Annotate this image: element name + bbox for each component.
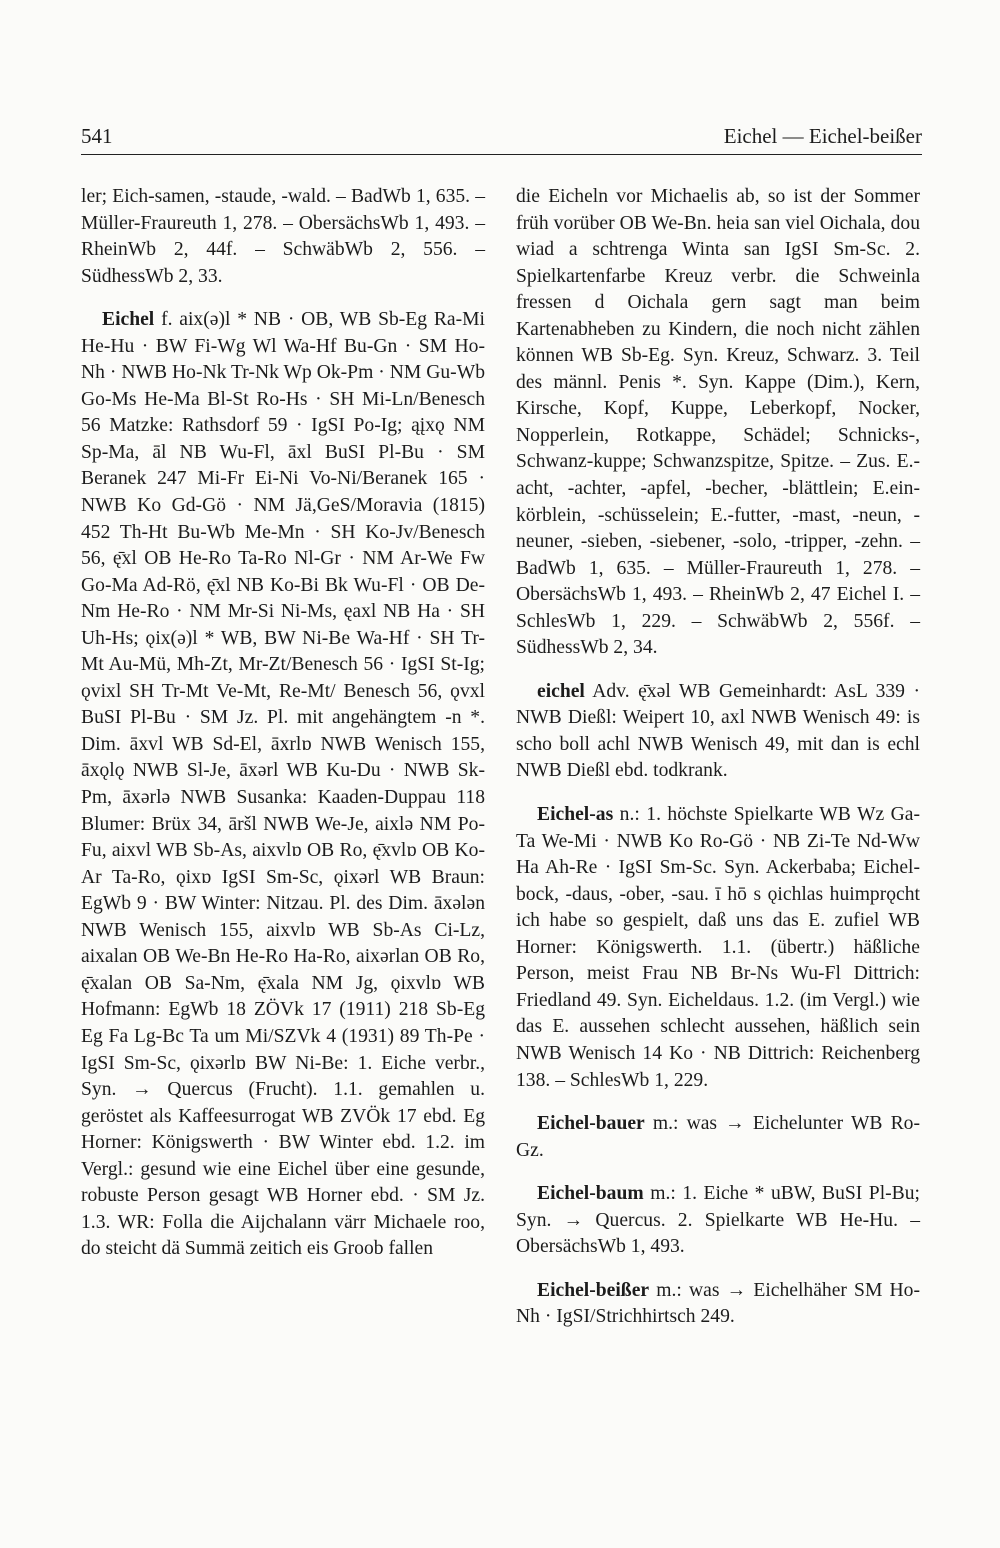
headword: Eichel [102,309,155,331]
page-number: 541 [81,124,113,148]
right-column [516,184,920,1331]
headword: Eichel-baum [537,1183,644,1205]
running-title: Eichel — Eichel-beißer [723,124,922,148]
entry-eichel-beisser [516,1278,920,1331]
headword: Eichel-beißer [537,1279,650,1301]
entry-eichel-baum [516,1181,920,1261]
entry-eichel-as [516,802,920,1094]
headword: Eichel-bauer [537,1113,645,1135]
header-rule [81,154,922,155]
headword: eichel [537,680,585,702]
entry-text: m.: was → Eichelunter WB Ro-Gz. [516,1113,921,1161]
entry-eichel-bauer [516,1111,920,1164]
entry-text: m.: was → Eichelhäher SM Ho-Nh · IgSI/Strichhirtsch 249. [516,1279,920,1328]
entry-text: m.: 1. Eiche * uBW, BuSI Pl-Bu; Syn. → Quercus. 2. Spielkarte WB He-Hu. – ObersächsWb 1, 493. [516,1183,920,1258]
entry-text: f. aix(ə)l * NB · OB, WB Sb-Eg Ra-Mi He-Hu · BW Fi-Wg Wl Wa-Hf Bu-Gn · SM Ho-Nh · NWB Ho-Nk Tr-Nk Wp Ok-Pm · NM Gu-Wb Go-Ms He-Ma Bl-St Ro-Hs · SH Mi-Ln/Benesch 56 Matzke: Rathsdorf 59 · IgSI Po-Ig; ąįxǫ NM Sp-Ma, āl NB Wu-Fl, āxl BuSI Pl-Bu · SM Beranek 247 Mi-Fr Ei-Ni Vo-Ni/Beranek 165 · NWB Ko Gd-Gö · NM Jä,GeS/Moravia (1815) 452 Th-Ht Bu-Wb Me-Mn · SH Ko-Jv/Benesch 56, ę̄xl OB He-Ro Ta-Ro Nl-Gr · NM Ar-We Fw Go-Ma Ad-Rö, ę̄xl NB Ko-Bi Bk Wu-Fl · OB De-Nm He-Ro · NM Mr-Si Ni-Ms, ęaxl NB Ha · SH Uh-Hs; ǫix(ə)l * WB, BW Ni-Be Wa-Hf · SH Tr-Mt Au-Mü, Mh-Zt, Mr-Zt/Benesch 56 · IgSI St-Ig; ǫvixl SH Tr-Mt Ve-Mt, Re-Mt/ Benesch 56, ǫvxl BuSI Pl-Bu · SM Jz. Pl. mit angehängtem -n *. Dim. āxvl WB Sd-El, āxrlɒ NWB Wenisch 155, āxǫlǫ NWB Sl-Je, āxərl WB Ku-Du · NWB Sk-Pm, āxərlə NWB Susanka: Kaaden-Duppau 118 Blumer: Brüx 34, āršl NWB We-Je, aixlə NM Po-Fu, aixvl WB Sb-As, aixvlɒ OB Ro, ę̄xvlɒ OB Ko-Ar Ta-Ro, ǫixɒ IgSI Sm-Sc, ǫixərl WB Braun: EgWb 9 · BW Winter: Nitzau. Pl. des Dim. āxələn NWB Wenisch 155, aixvlɒ WB Sb-As Ci-Lz, aixalan OB We-Bn He-Ro Ha-Ro, aixərlan OB Ro, ę̄xalan OB Sa-Nm, ę̄xala NM Jg, ǫixvlɒ WB Hofmann: EgWb 18 ZÖVk 17 (1911) 218 Sb-Eg Eg Fa Lg-Bc Ta um Mi/SZVk 4 (1931) 89 Th-Pe · IgSI Sm-Sc, ǫixərlɒ BW Ni-Be: 1. Eiche verbr., Syn. → Quercus (Frucht). 1.1. gemahlen u. geröstet als Kaffeesurrogat WB ZVÖk 17 ebd. Eg Horner: Königswerth · BW Winter ebd. 1.2. im Vergl.: gesund wie eine Eichel über eine gesunde, robuste Person gesagt WB Horner ebd. · SM Jz. 1.3. WR: Folla die Aijchalann värr Michaele roo, do steicht dä Summä zeitich eis Groob fallen [81,309,486,1260]
entry-eichel [81,307,485,1263]
left-column [81,184,485,1280]
entry-text: Adv. ę̄xəl WB Gemeinhardt: AsL 339 · NWB Dießl: Weipert 10, axl NWB Wenisch 49: is scho boll achl NWB Wenisch 49, mit dan is echl NWB Dießl ebd. todkrank. [516,680,920,782]
entry-continuation: die Eicheln vor Michaelis ab, so ist der Sommer früh vorüber OB We-Bn. heia san viel Oichala, dou wiad a schtrenga Winta san IgSI Sm-Sc. 2. Spielkartenfarbe Kreuz verbr. die Schweinla fressen d Oichala gern sagt man beim Kartenabheben zu Kindern, die noch nicht zählen können WB Sb-Eg. Syn. Kreuz, Schwarz. 3. Teil des männl. Penis *. Syn. Kappe (Dim.), Kern, Kirsche, Kopf, Kuppe, Leberkopf, Nocker, Nopperlein, Rotkappe, Schädel; Schnicks-, Schwanz-kuppe; Schwanzspitze, Spitze. – Zus. E.-acht, -achter, -apfel, -becher, -blättlein; E.ein-körblein, -schüsselein; E.-futter, -mast, -neun, -neuner, -sieben, -siebener, -solo, -tripper, -zehn. – BadWb 1, 635. – Müller-Fraureuth 1, 278. – ObersächsWb 1, 493. – RheinWb 2, 47 Eichel I. – SchlesWb 1, 229. – SchwäbWb 2, 556f. – SüdhessWb 2, 34. [516,186,920,659]
entry-eichel-adv [516,679,920,785]
headword: Eichel-as [537,804,614,826]
entry-continuation: ler; Eich-samen, -staude, -wald. – BadWb 1, 635. – Müller-Fraureuth 1, 278. – ObersächsWb 1, 493. – RheinWb 2, 44f. – SchwäbWb 2, 556. – SüdhessWb 2, 33. [81,186,485,287]
entry-text: n.: 1. höchste Spielkarte WB Wz Ga-Ta We-Mi · NWB Ko Ro-Gö · NB Zi-Te Nd-Ww Ha Ah-Re · IgSI Sm-Sc. Syn. Ackerbaba; Eichel-bock, -daus, -ober, -sau. ī hō s ǫichlas huimprǫcht ich habe so gespielt, daß uns das E. zufiel WB Horner: Königswerth. 1.1. (übertr.) häßliche Person, meist Frau NB Br-Ns Wu-Fl Dittrich: Friedland 49. Syn. Eicheldaus. 1.2. (im Vergl.) wie das E. aussehen schlecht aussehen, häßlich sein NWB Wenisch 14 Ko · NB Dittrich: Reichenberg 138. – SchlesWb 1, 229. [516,804,920,1091]
